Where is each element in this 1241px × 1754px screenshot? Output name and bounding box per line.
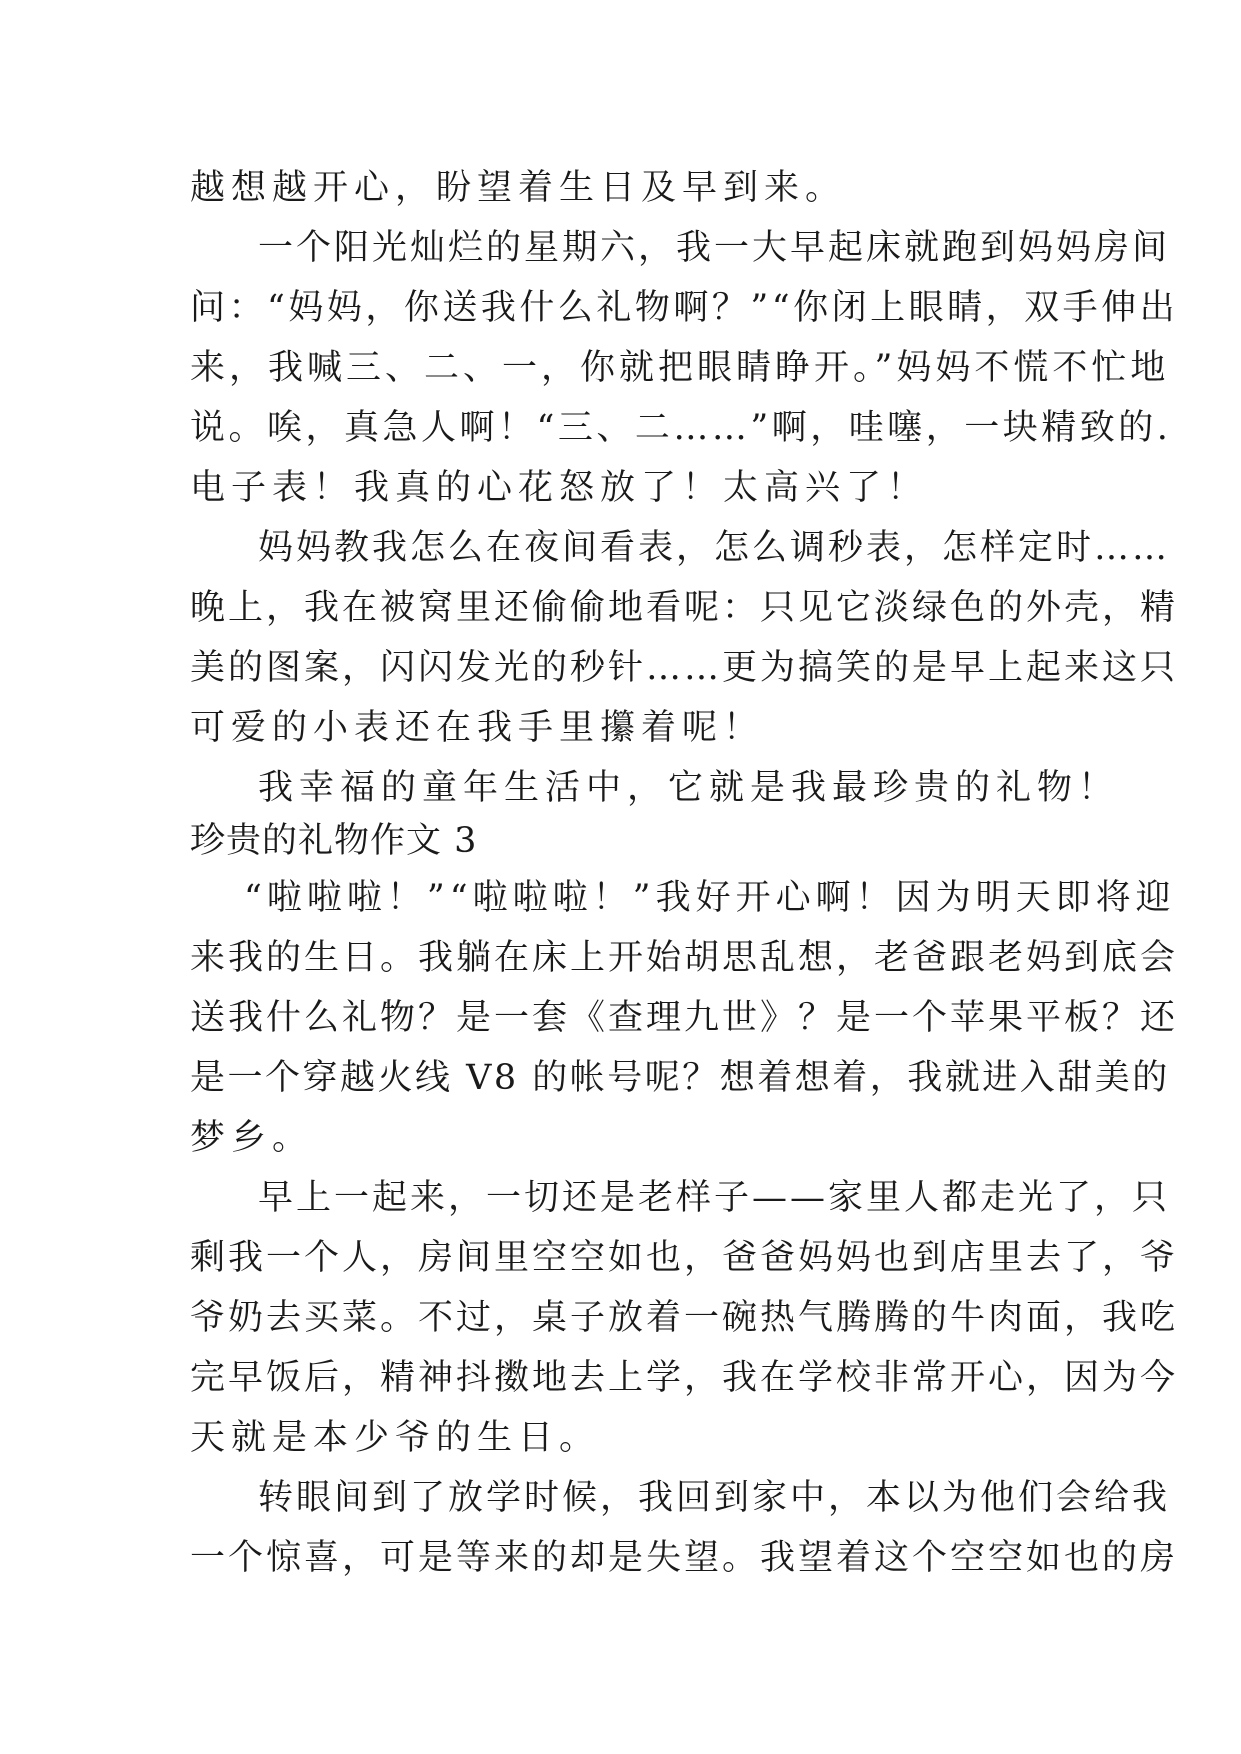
paragraph-start-line: 一个阳光灿烂的星期六，我一大早起床就跑到妈妈房间 [258, 228, 1171, 268]
text-line: 一个惊喜，可是等来的却是失望。我望着这个空空如也的房 [190, 1538, 1179, 1578]
paragraph-start-line: 我幸福的童年生活中，它就是我最珍贵的礼物！ [258, 768, 1120, 808]
text-line: 完早饭后，精神抖擞地去上学，我在学校非常开心，因为今 [190, 1358, 1179, 1398]
text-line: 是一个穿越火线 V8 的帐号呢？想着想着，我就进入甜美的 [190, 1058, 1170, 1098]
paragraph-start-line: “啦啦啦！”“啦啦啦！”我好开心啊！因为明天即将迎 [244, 878, 1176, 918]
paragraph-start-line: 早上一起来，一切还是老样子——家里人都走光了，只 [258, 1178, 1171, 1218]
text-line: 美的图案，闪闪发光的秒针……更为搞笑的是早上起来这只 [190, 648, 1179, 688]
text-line: 晚上，我在被窝里还偷偷地看呢：只见它淡绿色的外壳，精 [190, 588, 1179, 628]
text-line: 剩我一个人，房间里空空如也，爸爸妈妈也到店里去了，爷 [190, 1238, 1179, 1278]
paragraph-start-line: 妈妈教我怎么在夜间看表，怎么调秒表，怎样定时…… [258, 528, 1171, 568]
text-line: 问：“妈妈，你送我什么礼物啊？”“你闭上眼睛，双手伸出 [190, 288, 1179, 328]
text-line: 电子表！我真的心花怒放了！太高兴了！ [190, 468, 929, 508]
text-line: 梦乡。 [190, 1118, 314, 1158]
text-line: 越想越开心，盼望着生日及早到来。 [190, 168, 847, 208]
paragraph-start-line: 转眼间到了放学时候，我回到家中，本以为他们会给我 [258, 1478, 1171, 1518]
text-line: 来，我喊三、二、一，你就把眼睛睁开。”妈妈不慌不忙地 [190, 348, 1170, 388]
text-line: 天就是本少爷的生日。 [190, 1418, 601, 1458]
text-line: 可爱的小表还在我手里攥着呢！ [190, 708, 765, 748]
text-line: 来我的生日。我躺在床上开始胡思乱想，老爸跟老妈到底会 [190, 938, 1179, 978]
text-line: 说。唉，真急人啊！“三、二……”啊，哇噻，一块精致的. [190, 408, 1172, 448]
text-line: 送我什么礼物？是一套《查理九世》？是一个苹果平板？还 [190, 998, 1179, 1038]
section-heading: 珍贵的礼物作文 3 [190, 821, 478, 861]
text-line: 爷奶去买菜。不过，桌子放着一碗热气腾腾的牛肉面，我吃 [190, 1298, 1179, 1338]
